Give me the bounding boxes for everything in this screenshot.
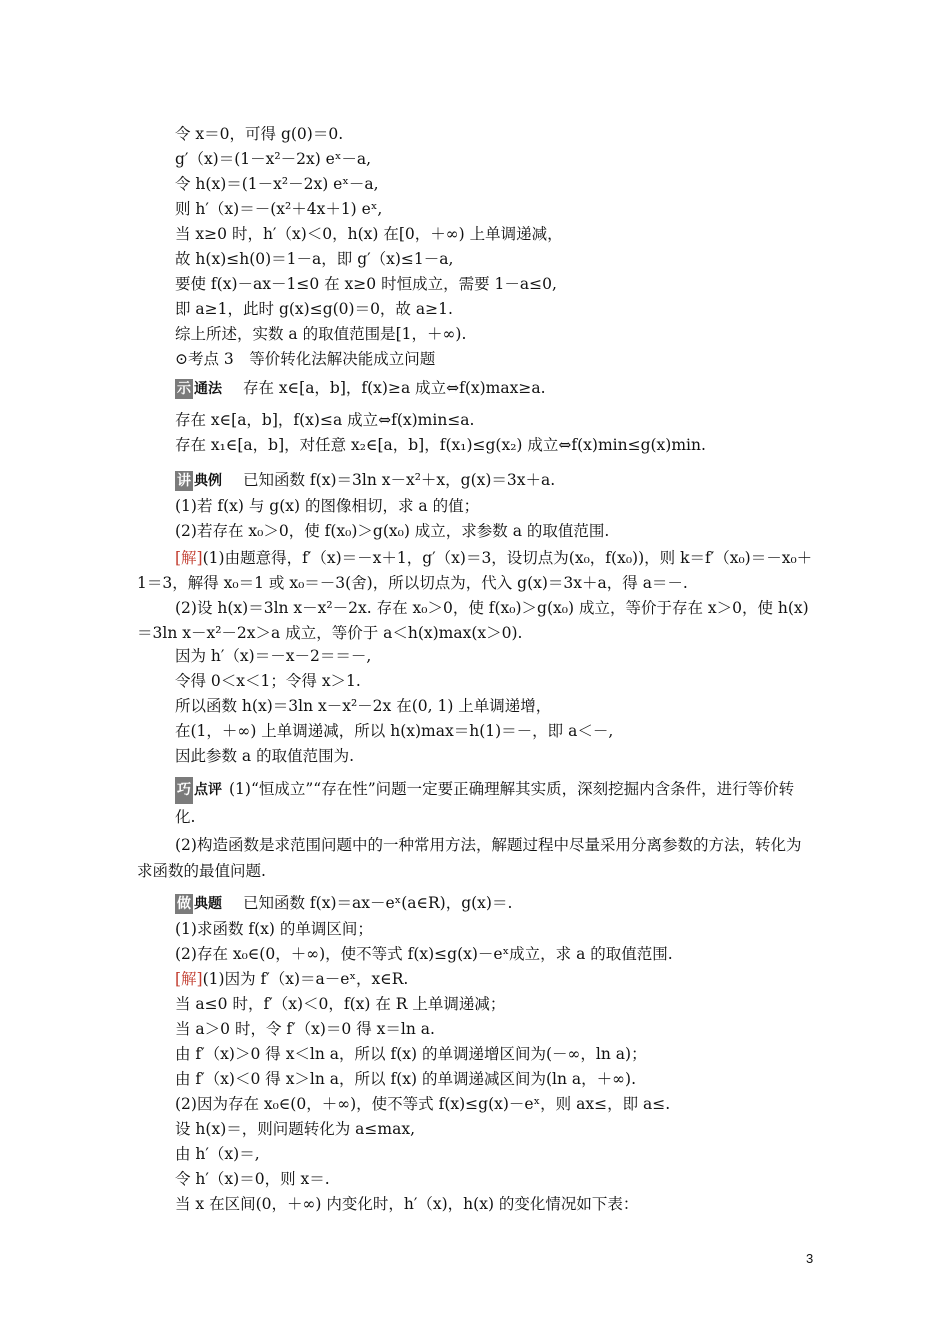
tag-rest: 典例 (194, 473, 222, 489)
text-line: 令 h(x)＝(1－x²－2x) eˣ－a, (175, 175, 379, 193)
dianli-line (175, 470, 555, 491)
tag-rest: 通法 (194, 381, 222, 397)
section-heading: ⊙考点 3 等价转化法解决能成立问题 (175, 350, 436, 368)
dianti-line (175, 893, 512, 914)
text-line: 故 h(x)≤h(0)＝1－a，即 g′（x)≤1－a, (175, 250, 454, 268)
text-line: 设 h(x)＝，则问题转化为 a≤max, (175, 1120, 416, 1138)
text-line: 则 h′（x)＝－(x²＋4x＋1) eˣ, (175, 200, 383, 218)
dianping-paragraph (175, 776, 813, 831)
solution-text: (1)由题意得，f′（x)＝－x＋1，g′（x)＝3，设切点为(x₀，f(x₀))，则 k＝f′（x₀)＝－x₀＋1＝3，解得 x₀＝1 或 x₀＝－3(舍)，所以切点为，代入 g(x)＝3x＋a，得 a＝－. (137, 549, 813, 592)
text-line: 由 h′（x)＝, (175, 1145, 260, 1163)
text-line: 当 a＞0 时，令 f′（x)＝0 得 x＝ln a. (175, 1020, 435, 1038)
text-line: 所以函数 h(x)＝3ln x－x²－2x 在(0, 1) 上单调递增， (175, 697, 552, 715)
dianti-tag (175, 894, 225, 914)
solution-text: (1)因为 f′（x)＝a－eˣ，x∈R. (202, 970, 409, 988)
text-line: (1)若 f(x) 与 g(x) 的图像相切，求 a 的值； (175, 497, 480, 515)
text-line: 令得 0＜x＜1；令得 x＞1. (175, 672, 361, 690)
text-line: 令 h′（x)＝0，则 x＝. (175, 1170, 330, 1188)
tag-box: 巧 (175, 777, 193, 804)
text-line: (2)因为存在 x₀∈(0，＋∞)，使不等式 f(x)≤g(x)－eˣ，则 ax≤，即 a≤. (175, 1095, 671, 1113)
text-line: 在(1，＋∞) 上单调递减，所以 h(x)max＝h(1)＝－，即 a＜－, (175, 722, 614, 740)
solution-paragraph: (2)设 h(x)＝3ln x－x²－2x. 存在 x₀＞0，使 f(x₀)＞g(x₀) 成立，等价于存在 x＞0，使 h(x)＝3ln x－x²－2x＞a 成立，等价于 a＜h(x)max(x＞0). (137, 599, 809, 642)
text-line: 因此参数 a 的取值范围为. (175, 747, 355, 765)
dianli-text: 已知函数 f(x)＝3ln x－x²＋x，g(x)＝3x＋a. (243, 471, 556, 489)
solution-label: [解] (175, 549, 203, 567)
dianping-text: (1)“恒成立”“存在性”问题一定要正确理解其实质，深刻挖掘内含条件，进行等价转化. (175, 780, 795, 826)
text-line: 当 a≤0 时，f′（x)＜0，f(x) 在 R 上单调递减； (175, 995, 506, 1013)
tag-rest: 点评 (194, 782, 222, 798)
text-line: 综上所述，实数 a 的取值范围是[1，＋∞). (175, 325, 467, 343)
dianli-tag (175, 471, 225, 491)
tag-rest: 典题 (194, 896, 222, 912)
solution-line (175, 969, 408, 989)
page-number: 3 (806, 1251, 814, 1266)
text-line: (2)存在 x₀∈(0，＋∞)，使不等式 f(x)≤g(x)－eˣ成立，求 a 的取值范围. (175, 945, 673, 963)
dianti-text: 已知函数 f(x)＝ax－eˣ(a∈R)，g(x)＝. (243, 894, 513, 912)
text-line: 存在 x₁∈[a，b]，对任意 x₂∈[a，b]，f(x₁)≤g(x₂) 成立⇔f(x)min≤g(x)min. (175, 436, 706, 454)
tongfa-line (175, 378, 546, 399)
text-line: 要使 f(x)－ax－1≤0 在 x≥0 时恒成立，需要 1－a≤0, (175, 275, 557, 293)
text-line: 存在 x∈[a，b]，f(x)≤a 成立⇔f(x)min≤a. (175, 411, 475, 429)
tag-box: 讲 (177, 473, 191, 489)
text-line: 当 x 在区间(0，＋∞) 内变化时，h′（x)，h(x) 的变化情况如下表： (175, 1195, 639, 1213)
solution-paragraph (137, 546, 813, 596)
tongfa-text: 存在 x∈[a，b]，f(x)≥a 成立⇔f(x)max≥a. (243, 379, 546, 397)
text-line: g′（x)＝(1－x²－2x) eˣ－a, (175, 150, 372, 168)
text-line: (2)若存在 x₀＞0，使 f(x₀)＞g(x₀) 成立，求参数 a 的取值范围. (175, 522, 610, 540)
text-line: 令 x＝0，可得 g(0)＝0. (175, 125, 344, 143)
text-line: 由 f′（x)＞0 得 x＜ln a，所以 f(x) 的单调递增区间为(－∞，ln a)； (175, 1045, 647, 1063)
dianping-paragraph-2: (2)构造函数是求范围问题中的一种常用方法，解题过程中尽量采用分离参数的方法，转化为求函数的最值问题. (137, 836, 802, 880)
tag-box: 做 (177, 896, 191, 912)
solution-label: [解] (175, 970, 203, 988)
tongfa-tag (175, 379, 225, 399)
text-line: 因为 h′（x)＝－x－2＝＝－, (175, 647, 372, 665)
text-line: (1)求函数 f(x) 的单调区间； (175, 920, 373, 938)
tag-box: 示 (177, 381, 191, 397)
text-line: 当 x≥0 时，h′（x)＜0，h(x) 在[0，＋∞) 上单调递减， (175, 225, 563, 243)
dianping-tag (175, 777, 225, 804)
text-line: 由 f′（x)＜0 得 x＞ln a，所以 f(x) 的单调递减区间为(ln a，＋∞). (175, 1070, 637, 1088)
text-line: 即 a≥1，此时 g(x)≤g(0)＝0，故 a≥1. (175, 300, 453, 318)
